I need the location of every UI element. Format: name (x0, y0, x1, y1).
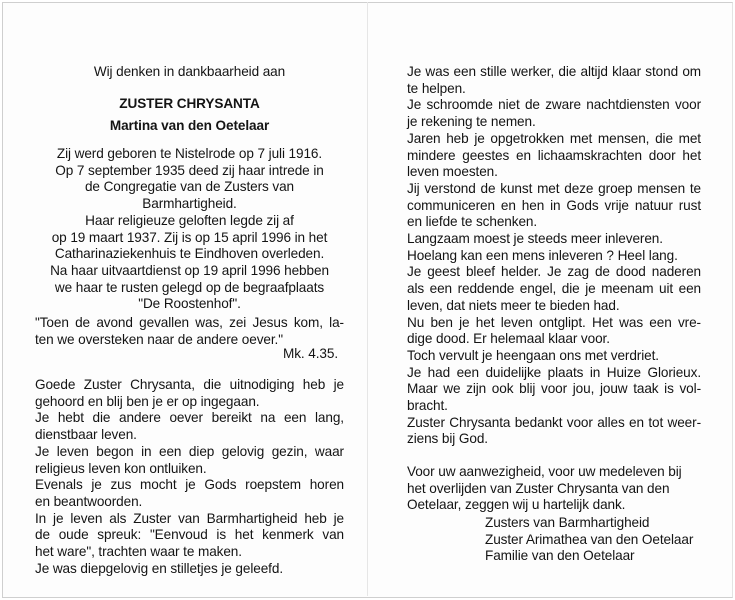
letter-line: Je hebt die andere oever bereikt na een lang, (35, 410, 344, 426)
tribute-line: Maar we zijn ook blij voor jou, jouw taak is vol- (407, 381, 701, 397)
tribute-line: communiceren en hen in Gods vrije natuur rust (407, 197, 701, 213)
letter-line: en beantwoorden. (35, 493, 143, 509)
signatory: Zuster Arimathea van den Oetelaar (485, 531, 694, 547)
bio-line: Op 7 september 1935 deed zij haar intrede in (55, 162, 324, 178)
tribute-line: Langzaam moest je steeds meer inleveren. (407, 231, 663, 247)
bio-line: Na haar uitvaartdienst op 19 april 1996 hebben (50, 262, 329, 278)
tribute-line: Jij verstond de kunst met deze groep mensen te (407, 180, 701, 196)
letter-line: religieus leven kon ontluiken. (35, 460, 207, 476)
bio-line: "De Roostenhof". (138, 296, 241, 312)
letter-line: Goede Zuster Chrysanta, die uitnodiging heb je (35, 377, 344, 392)
thanks-line: Voor uw aanwezigheid, voor uw medeleven bij (407, 464, 682, 479)
thank-you-note (407, 464, 701, 514)
tribute-line: ziens bij God. (407, 431, 488, 447)
bio-line: op 19 maart 1937. Zij is op 15 april 1996 in het (51, 229, 328, 245)
letter-line: gehoord en blij ben je er op ingegaan. (35, 393, 260, 409)
intro-line: Wij denken in dankbaarheid aan (93, 64, 286, 79)
tribute-line: Je had een duidelijke plaats in Huize Glorieux. (407, 364, 701, 380)
tribute-line: en liefde te schenken. (407, 214, 538, 230)
tribute-line: te helpen. (407, 80, 466, 96)
thanks-line: Oetelaar, zeggen wij u hartelijk dank. (407, 497, 626, 513)
tribute-line: Zuster Chrysanta bedankt voor alles en tot weer- (407, 414, 701, 430)
bio-line: Zij werd geboren te Nistelrode op 7 juli 1916. (56, 146, 323, 161)
signatory: Zusters van Barmhartigheid (485, 515, 650, 530)
bio-line: we haar te rusten gelegd op de begraafplaats (54, 279, 325, 295)
quote-reference: Mk. 4.35. (282, 346, 338, 361)
farewell-letter (35, 377, 344, 577)
letter-line: het ware", trachten waar te maken. (35, 544, 242, 560)
tribute-line: Nu ben je het leven ontglipt. Het was een vre- (407, 314, 701, 330)
tribute-line: leven moesten. (407, 164, 498, 180)
quote-line: ten we oversteken naar de andere oever." (35, 331, 283, 347)
bio-line: Haar religieuze geloften legde zij af (85, 212, 294, 228)
letter-line: de oude spreuk: "Eenvoud is het kenmerk van (35, 527, 344, 543)
tribute-line: als een reddende engel, die je meenam uit een (407, 281, 701, 297)
tribute-line: Toch vervult je heengaan ons met verdriet. (407, 347, 659, 363)
letter-line: dienstbaar leven. (35, 427, 137, 443)
bio-line: de Congregatie van de Zusters van (84, 179, 295, 195)
deceased-name: Martina van den Oetelaar (109, 118, 270, 133)
bible-quote (35, 315, 344, 348)
card-fold-line (367, 2, 368, 596)
letter-line: Je leven begon in een diep gelovig gezin, waar (35, 443, 344, 459)
thanks-line: het overlijden van Zuster Chrysanta van den (407, 480, 670, 496)
tribute-line: Je was een stille werker, die altijd klaar stond om (407, 64, 701, 79)
letter-line: Je was diepgelovig en stilletjes je geleefd. (35, 560, 283, 576)
bio-line: Barmhartigheid. (142, 196, 237, 212)
tribute-text (407, 64, 701, 448)
tribute-line: Je schroomde niet de zware nachtdiensten voor (407, 97, 701, 113)
tribute-line: leven, dat niets meer te bieden had. (407, 297, 620, 313)
letter-line: In je leven als Zuster van Barmhartigheid heb je (35, 510, 344, 526)
deceased-title: ZUSTER CHRYSANTA (119, 96, 260, 111)
letter-line: Evenals je zus mocht je Gods roepstem horen (35, 477, 344, 493)
bio-line: Catharinaziekenhuis te Eindhoven overleden. (54, 246, 325, 262)
tribute-line: je rekening te nemen. (407, 114, 536, 130)
tribute-line: Jaren heb je opgetrokken met mensen, die met (407, 130, 701, 146)
biography (35, 146, 344, 313)
tribute-line: Je geest bleef helder. Je zag de dood naderen (407, 264, 701, 280)
signatories (485, 515, 701, 565)
quote-line: "Toen de avond gevallen was, zei Jesus kom, la- (35, 315, 344, 330)
signatory: Familie van den Oetelaar (485, 548, 635, 564)
tribute-line: dige dood. Er helemaal klaar voor. (407, 331, 610, 347)
tribute-line: Hoelang kan een mens inleveren ? Heel lang. (407, 247, 678, 263)
tribute-line: bracht. (407, 398, 448, 414)
tribute-line: mindere geestes en lichaamskrachten door het (407, 147, 701, 163)
